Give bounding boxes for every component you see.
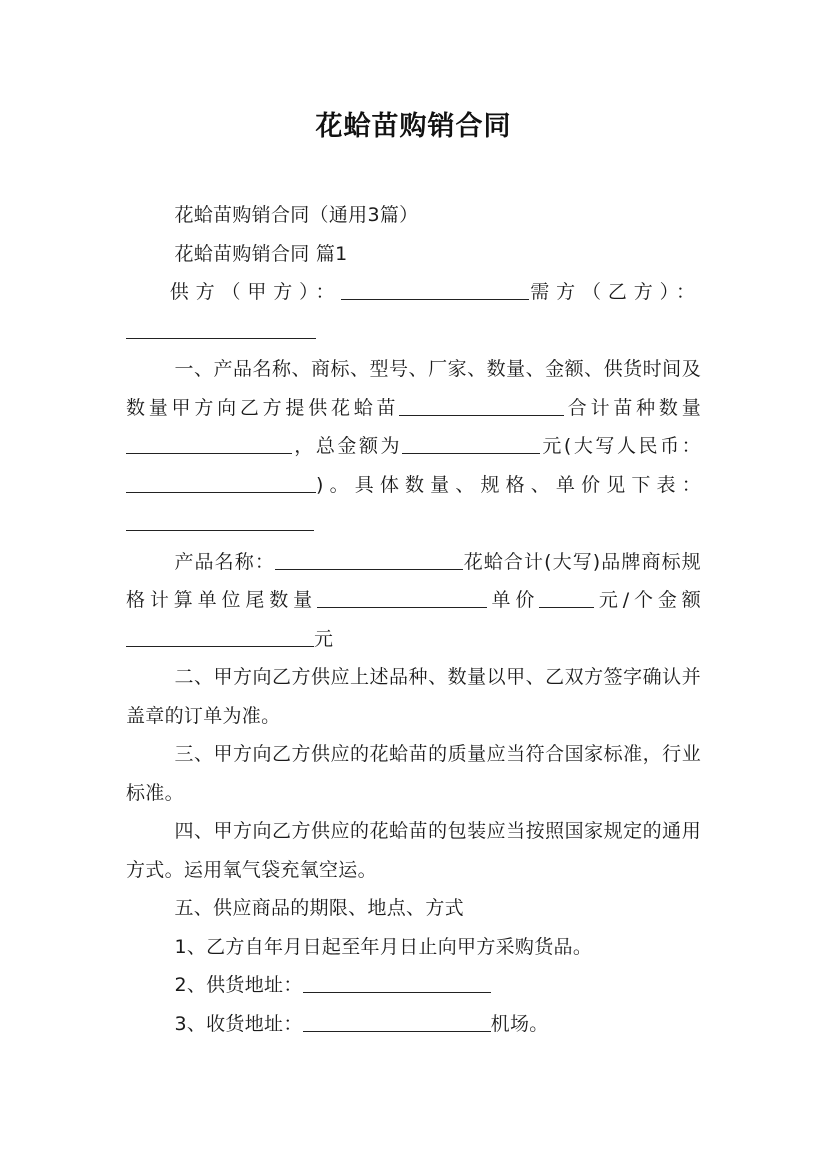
doc-subtitle: 花蛤苗购销合同（通用3篇） <box>174 204 419 226</box>
amount-words-blank <box>126 472 316 493</box>
product-blank <box>399 395 564 416</box>
clause-3: 三、甲方向乙方供应的花蛤苗的质量应当符合国家标准，行业标准。 <box>126 743 701 804</box>
clause-1-text-d: 元(大写人民币： <box>540 435 701 457</box>
quantity-blank <box>126 433 292 454</box>
clause-2: 二、甲方向乙方供应上述品种、数量以甲、乙双方签字确认并盖章的订单为准。 <box>126 666 701 727</box>
clause-1-text-a: 一、产品名称、商标、型号、厂家、数量、金额、供货时间及数量甲方向乙方提供花蛤苗 <box>126 358 701 419</box>
item-3-text-b: 机场。 <box>490 1012 549 1035</box>
item-1: 1、乙方自年月日起至年月日止向甲方采购货品。 <box>174 935 593 958</box>
product-text-c: 单价 <box>486 589 540 611</box>
document-body <box>126 196 701 1043</box>
clause-1 <box>126 350 701 543</box>
clause-1-text-c: ，总金额为 <box>292 435 403 457</box>
total-blank <box>126 626 314 647</box>
product-qty-blank <box>317 587 487 608</box>
unit-price-blank <box>539 587 594 608</box>
product-text-e: 元 <box>314 627 334 650</box>
supply-address-blank <box>303 972 491 993</box>
item-2-text: 2、供货地址： <box>174 974 303 996</box>
supplier-blank <box>341 279 529 300</box>
clause-1-text-b: 合计苗种数量 <box>564 396 701 419</box>
page-title: 花蛤苗购销合同 <box>315 111 512 142</box>
table-blank <box>126 510 314 531</box>
item-2 <box>126 966 701 1005</box>
buyer-blank <box>126 318 316 339</box>
clause-4: 四、甲方向乙方供应的花蛤苗的包装应当按照国家规定的通用方式。运用氧气袋充氧空运。 <box>126 820 701 881</box>
parties-line <box>126 273 701 350</box>
product-text-a: 产品名称： <box>174 550 275 573</box>
buyer-label: 需方（乙方）： <box>529 281 701 303</box>
product-text-b: 花蛤合计(大写)品牌商标规格计算单位尾数量 <box>126 550 701 611</box>
clause-5: 五、供应商品的期限、地点、方式 <box>174 897 464 919</box>
item-3 <box>126 1005 701 1044</box>
product-name-blank <box>275 549 463 570</box>
item-3-text-a: 3、收货地址： <box>174 1012 303 1035</box>
amount-blank <box>402 433 540 454</box>
clause-1-text-e: )。具体数量、规格、单价见下表： <box>316 473 701 496</box>
delivery-address-blank <box>303 1011 491 1032</box>
product-text-d: 元/个金额 <box>594 589 702 611</box>
part-heading: 花蛤苗购销合同 篇1 <box>174 242 348 265</box>
supplier-label: 供方（甲方）： <box>169 281 342 303</box>
product-line <box>126 543 701 659</box>
